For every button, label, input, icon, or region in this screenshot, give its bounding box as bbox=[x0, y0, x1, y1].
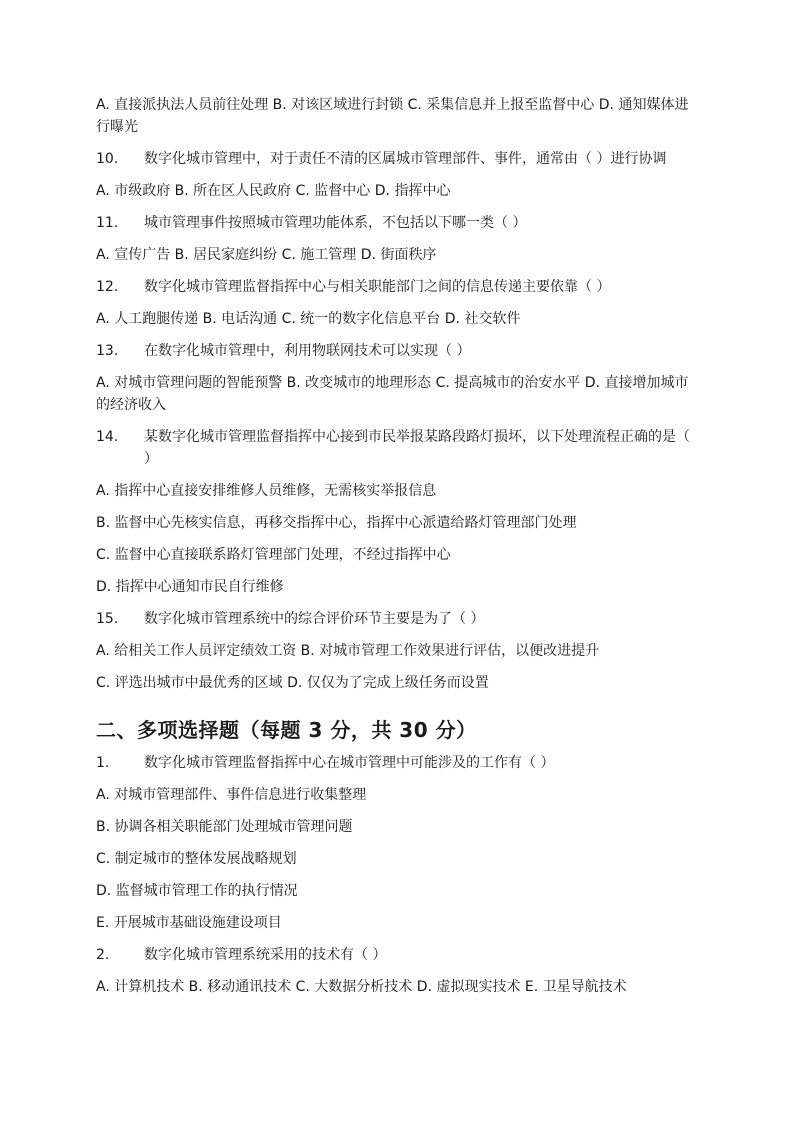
q13-options: A. 对城市管理问题的智能预警 B. 改变城市的地理形态 C. 提高城市的治安水平 D. 直接增加城市的经济收入 bbox=[96, 375, 689, 413]
question-15 bbox=[96, 608, 700, 630]
question-10 bbox=[96, 148, 700, 170]
q10-options: A. 市级政府 B. 所在区人民政府 C. 监督中心 D. 指挥中心 bbox=[96, 183, 451, 199]
question-text: 数字化城市管理监督指挥中心在城市管理中可能涉及的工作有（ ） bbox=[144, 755, 555, 771]
question-number: 12. bbox=[96, 279, 119, 295]
section-heading-multiple-choice: 二、多项选择题（每题 3 分，共 30 分） bbox=[96, 718, 477, 742]
question-number: 15. bbox=[96, 611, 119, 627]
q15-options-ab: A. 给相关工作人员评定绩效工资 B. 对城市管理工作效果进行评估，以便改进提升 bbox=[96, 643, 600, 659]
m1-option-e: E. 开展城市基础设施建设项目 bbox=[96, 915, 282, 931]
q11-options: A. 宣传广告 B. 居民家庭纠纷 C. 施工管理 D. 街面秩序 bbox=[96, 247, 437, 263]
question-number: 10. bbox=[96, 151, 119, 167]
q14-option-d: D. 指挥中心通知市民自行维修 bbox=[96, 579, 284, 595]
q14-option-b: B. 监督中心先核实信息，再移交指挥中心，指挥中心派遣给路灯管理部门处理 bbox=[96, 515, 577, 531]
multi-question-1 bbox=[96, 752, 700, 774]
question-text: 数字化城市管理系统采用的技术有（ ） bbox=[144, 947, 387, 963]
question-text: 城市管理事件按照城市管理功能体系，不包括以下哪一类（ ） bbox=[144, 215, 527, 231]
question-number: 2. bbox=[96, 947, 110, 963]
m1-option-c: C. 制定城市的整体发展战略规划 bbox=[96, 851, 297, 867]
document-page bbox=[96, 94, 700, 998]
question-13 bbox=[96, 340, 700, 362]
question-number: 1. bbox=[96, 755, 110, 771]
question-number: 13. bbox=[96, 343, 119, 359]
multi-question-2 bbox=[96, 944, 700, 966]
question-text: 某数字化城市管理监督指挥中心接到市民举报某路段路灯损坏，以下处理流程正确的是（ ） bbox=[144, 429, 690, 467]
m1-option-b: B. 协调各相关职能部门处理城市管理问题 bbox=[96, 819, 353, 835]
q14-option-c: C. 监督中心直接联系路灯管理部门处理，不经过指挥中心 bbox=[96, 547, 451, 563]
question-text: 数字化城市管理中，对于责任不清的区属城市管理部件、事件，通常由（ ）进行协调 bbox=[144, 151, 667, 167]
question-12 bbox=[96, 276, 700, 298]
m1-option-a: A. 对城市管理部件、事件信息进行收集整理 bbox=[96, 787, 367, 803]
q14-option-a: A. 指挥中心直接安排维修人员维修，无需核实举报信息 bbox=[96, 483, 437, 499]
q15-options-cd: C. 评选出城市中最优秀的区域 D. 仅仅为了完成上级任务而设置 bbox=[96, 675, 489, 691]
m2-options: A. 计算机技术 B. 移动通讯技术 C. 大数据分析技术 D. 虚拟现实技术 E. 卫星导航技术 bbox=[96, 979, 627, 995]
question-number: 11. bbox=[96, 215, 119, 231]
question-text: 数字化城市管理系统中的综合评价环节主要是为了（ ） bbox=[144, 611, 485, 627]
m1-option-d: D. 监督城市管理工作的执行情况 bbox=[96, 883, 298, 899]
question-14 bbox=[96, 426, 700, 470]
question-text: 数字化城市管理监督指挥中心与相关职能部门之间的信息传递主要依靠（ ） bbox=[144, 279, 611, 295]
q9-options: A. 直接派执法人员前往处理 B. 对该区域进行封锁 C. 采集信息并上报至监督中心 D. 通知媒体进行曝光 bbox=[96, 97, 689, 135]
question-text: 在数字化城市管理中，利用物联网技术可以实现（ ） bbox=[144, 343, 471, 359]
question-11 bbox=[96, 212, 700, 234]
question-number: 14. bbox=[96, 429, 119, 445]
q12-options: A. 人工跑腿传递 B. 电话沟通 C. 统一的数字化信息平台 D. 社交软件 bbox=[96, 311, 521, 327]
